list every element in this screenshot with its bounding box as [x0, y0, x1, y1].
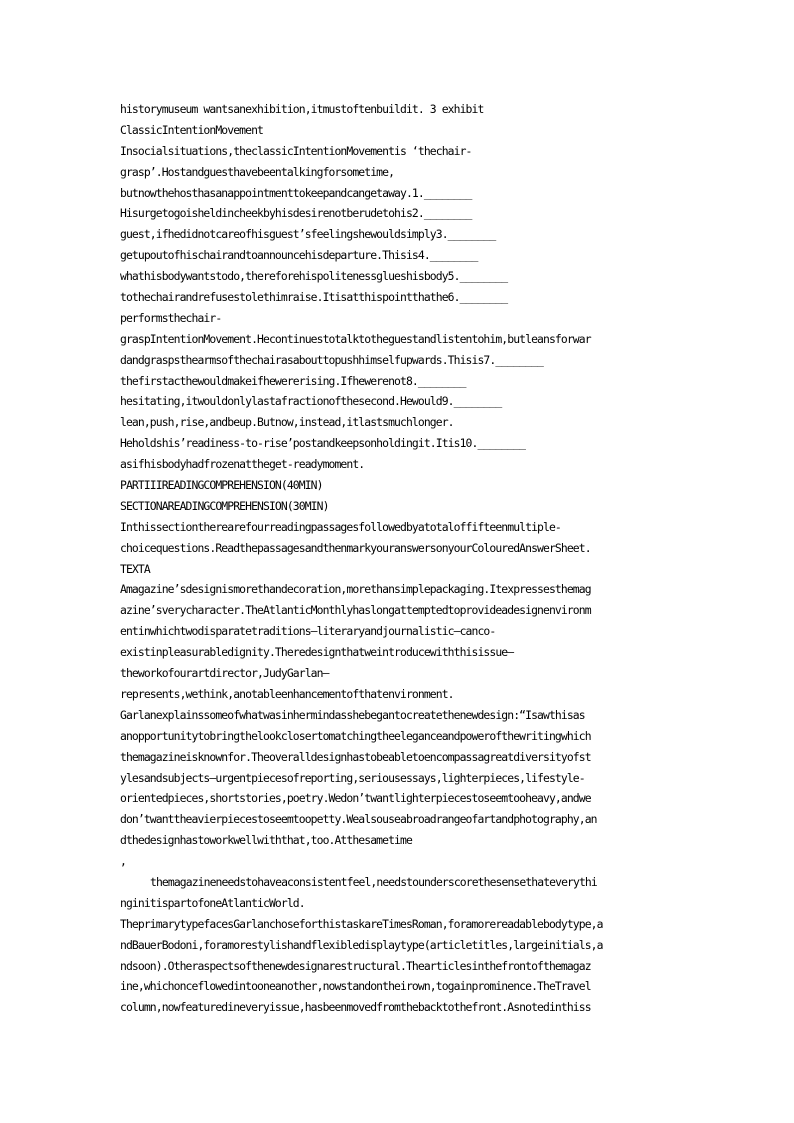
text-line: column,nowfeaturedineveryissue,hasbeenmovedfromthebacktothefront.Asnotedinthiss [120, 1000, 591, 1015]
text-line: dandgraspsthearmsofthechairasabouttopushhimselfupwards.Thisis7.________ [120, 352, 544, 367]
text-line: nginitispartofoneAtlanticWorld. [120, 895, 305, 910]
text-line: Hisurgetogoisheldincheekbyhisdesirenotberudetohis2.________ [120, 206, 472, 221]
text-line: TEXTA [120, 561, 150, 576]
text-line: ndsoon).Otheraspectsofthenewdesignarestructural.Thearticlesinthefrontofthemagaz [120, 958, 591, 973]
text-line: , [120, 854, 126, 869]
text-line: themagazineneedstohaveaconsistentfeel,needstounderscorethesensethateverythi [150, 874, 597, 889]
text-line: themagazineisknownfor.Theoveralldesignhastobeabletoencompassagreatdiversityofst [120, 749, 591, 764]
text-line: Heholdshis’readiness-to-rise’postandkeepsonholdingit.Itis10.________ [120, 436, 526, 451]
text-line: asifhisbodyhadfrozenattheget-readymoment. [120, 457, 365, 472]
text-line: hesitating,itwouldonlylastafractionofthesecond.Hewould9.________ [120, 394, 502, 409]
text-line: whathisbodywantstodo,thereforehispolitenessglueshisbody5.________ [120, 269, 508, 284]
text-line: tothechairandrefusestolethimraise.Itisatthispointthathe6.________ [120, 290, 508, 305]
text-line: TheprimarytypefacesGarlanchoseforthistaskareTimesRoman,foramorereadablebodytype,a [120, 916, 603, 931]
text-line: historymuseum wantsanexhibition,itmustoftenbuildit. 3 exhibit [120, 102, 484, 116]
text-line: guest,ifhedidnotcareofhisguest’sfeelingshewouldsimply3.________ [120, 227, 496, 242]
text-line: Amagazine’sdesignismorethandecoration,morethansimplepackaging.Itexpressesthemag [120, 582, 591, 597]
text-line: theworkofourartdirector,JudyGarlan– [120, 666, 329, 681]
text-line: existinpleasurabledignity.Theredesignthatweintroducewiththisissue– [120, 645, 514, 660]
text-line: SECTIONAREADINGCOMPREHENSION(30MIN) [120, 498, 329, 513]
text-line: butnowthehosthasanappointmenttokeepandcangetaway.1.________ [120, 185, 472, 200]
text-line: azine’sverycharacter.TheAtlanticMonthlyhaslongattemptedtoprovideadesignenvironm [120, 603, 591, 618]
text-line: PARTIIIREADINGCOMPREHENSION(40MIN) [120, 478, 323, 493]
text-line: Insocialsituations,theclassicIntentionMovementis ‘thechair- [120, 143, 472, 158]
text-line: getupoutofhischairandtoannouncehisdeparture.Thisis4.________ [120, 248, 478, 263]
text-line: graspIntentionMovement.Hecontinuestotalktotheguestandlistentohim,butleansforwar [120, 331, 591, 346]
text-line: thefirstacthewouldmakeifhewererising.Ifhewerenot8.________ [120, 373, 466, 388]
document-body [120, 99, 680, 1018]
text-line: dthedesignhastoworkwellwiththat,too.Atthesametime [120, 833, 412, 848]
text-line: ndBauerBodoni,foramorestylishandflexibledisplaytype(articletitles,largeinitials,a [120, 937, 603, 952]
text-line: ylesandsubjects–urgentpiecesofreporting,seriousessays,lighterpieces,lifestyle- [120, 770, 585, 785]
text-line: performsthechair- [120, 310, 222, 325]
text-line: lean,push,rise,andbeup.Butnow,instead,itlastsmuchlonger. [120, 415, 454, 430]
text-line: ClassicIntentionMovement [120, 122, 263, 137]
text-line: don’twanttheavierpiecestoseemtoopetty.Wealsouseabroadrangeofartandphotography,an [120, 812, 597, 827]
text-line: entinwhichtwodisparatetraditions–literaryandjournalistic–canco- [120, 624, 496, 639]
text-line: grasp’.Hostandguesthavebeentalkingforsometime, [120, 164, 395, 179]
text-line: anopportunitytobringthelookclosertomatchingtheeleganceandpowerofthewritingwhich [120, 728, 591, 743]
text-line: ine,whichonceflowedintooneanother,nowstandontheirown,togainprominence.TheTravel [120, 979, 591, 994]
text-line: orientedpieces,shortstories,poetry.Wedon’twantlighterpiecestoseemtooheavy,andwe [120, 791, 591, 806]
text-line: represents,wethink,anotableenhancementofthatenvironment. [120, 686, 454, 701]
text-line: choicequestions.ReadthepassagesandthenmarkyouranswersonyourColouredAnswerSheet. [120, 540, 591, 555]
text-line: Garlanexplainssomeofwhatwasinhermindasshebegantocreatethenewdesign:“Isawthisas [120, 707, 585, 722]
text-line: Inthissectiontherearefourreadingpassagesfollowedbyatotaloffifteenmultiple- [120, 519, 561, 534]
